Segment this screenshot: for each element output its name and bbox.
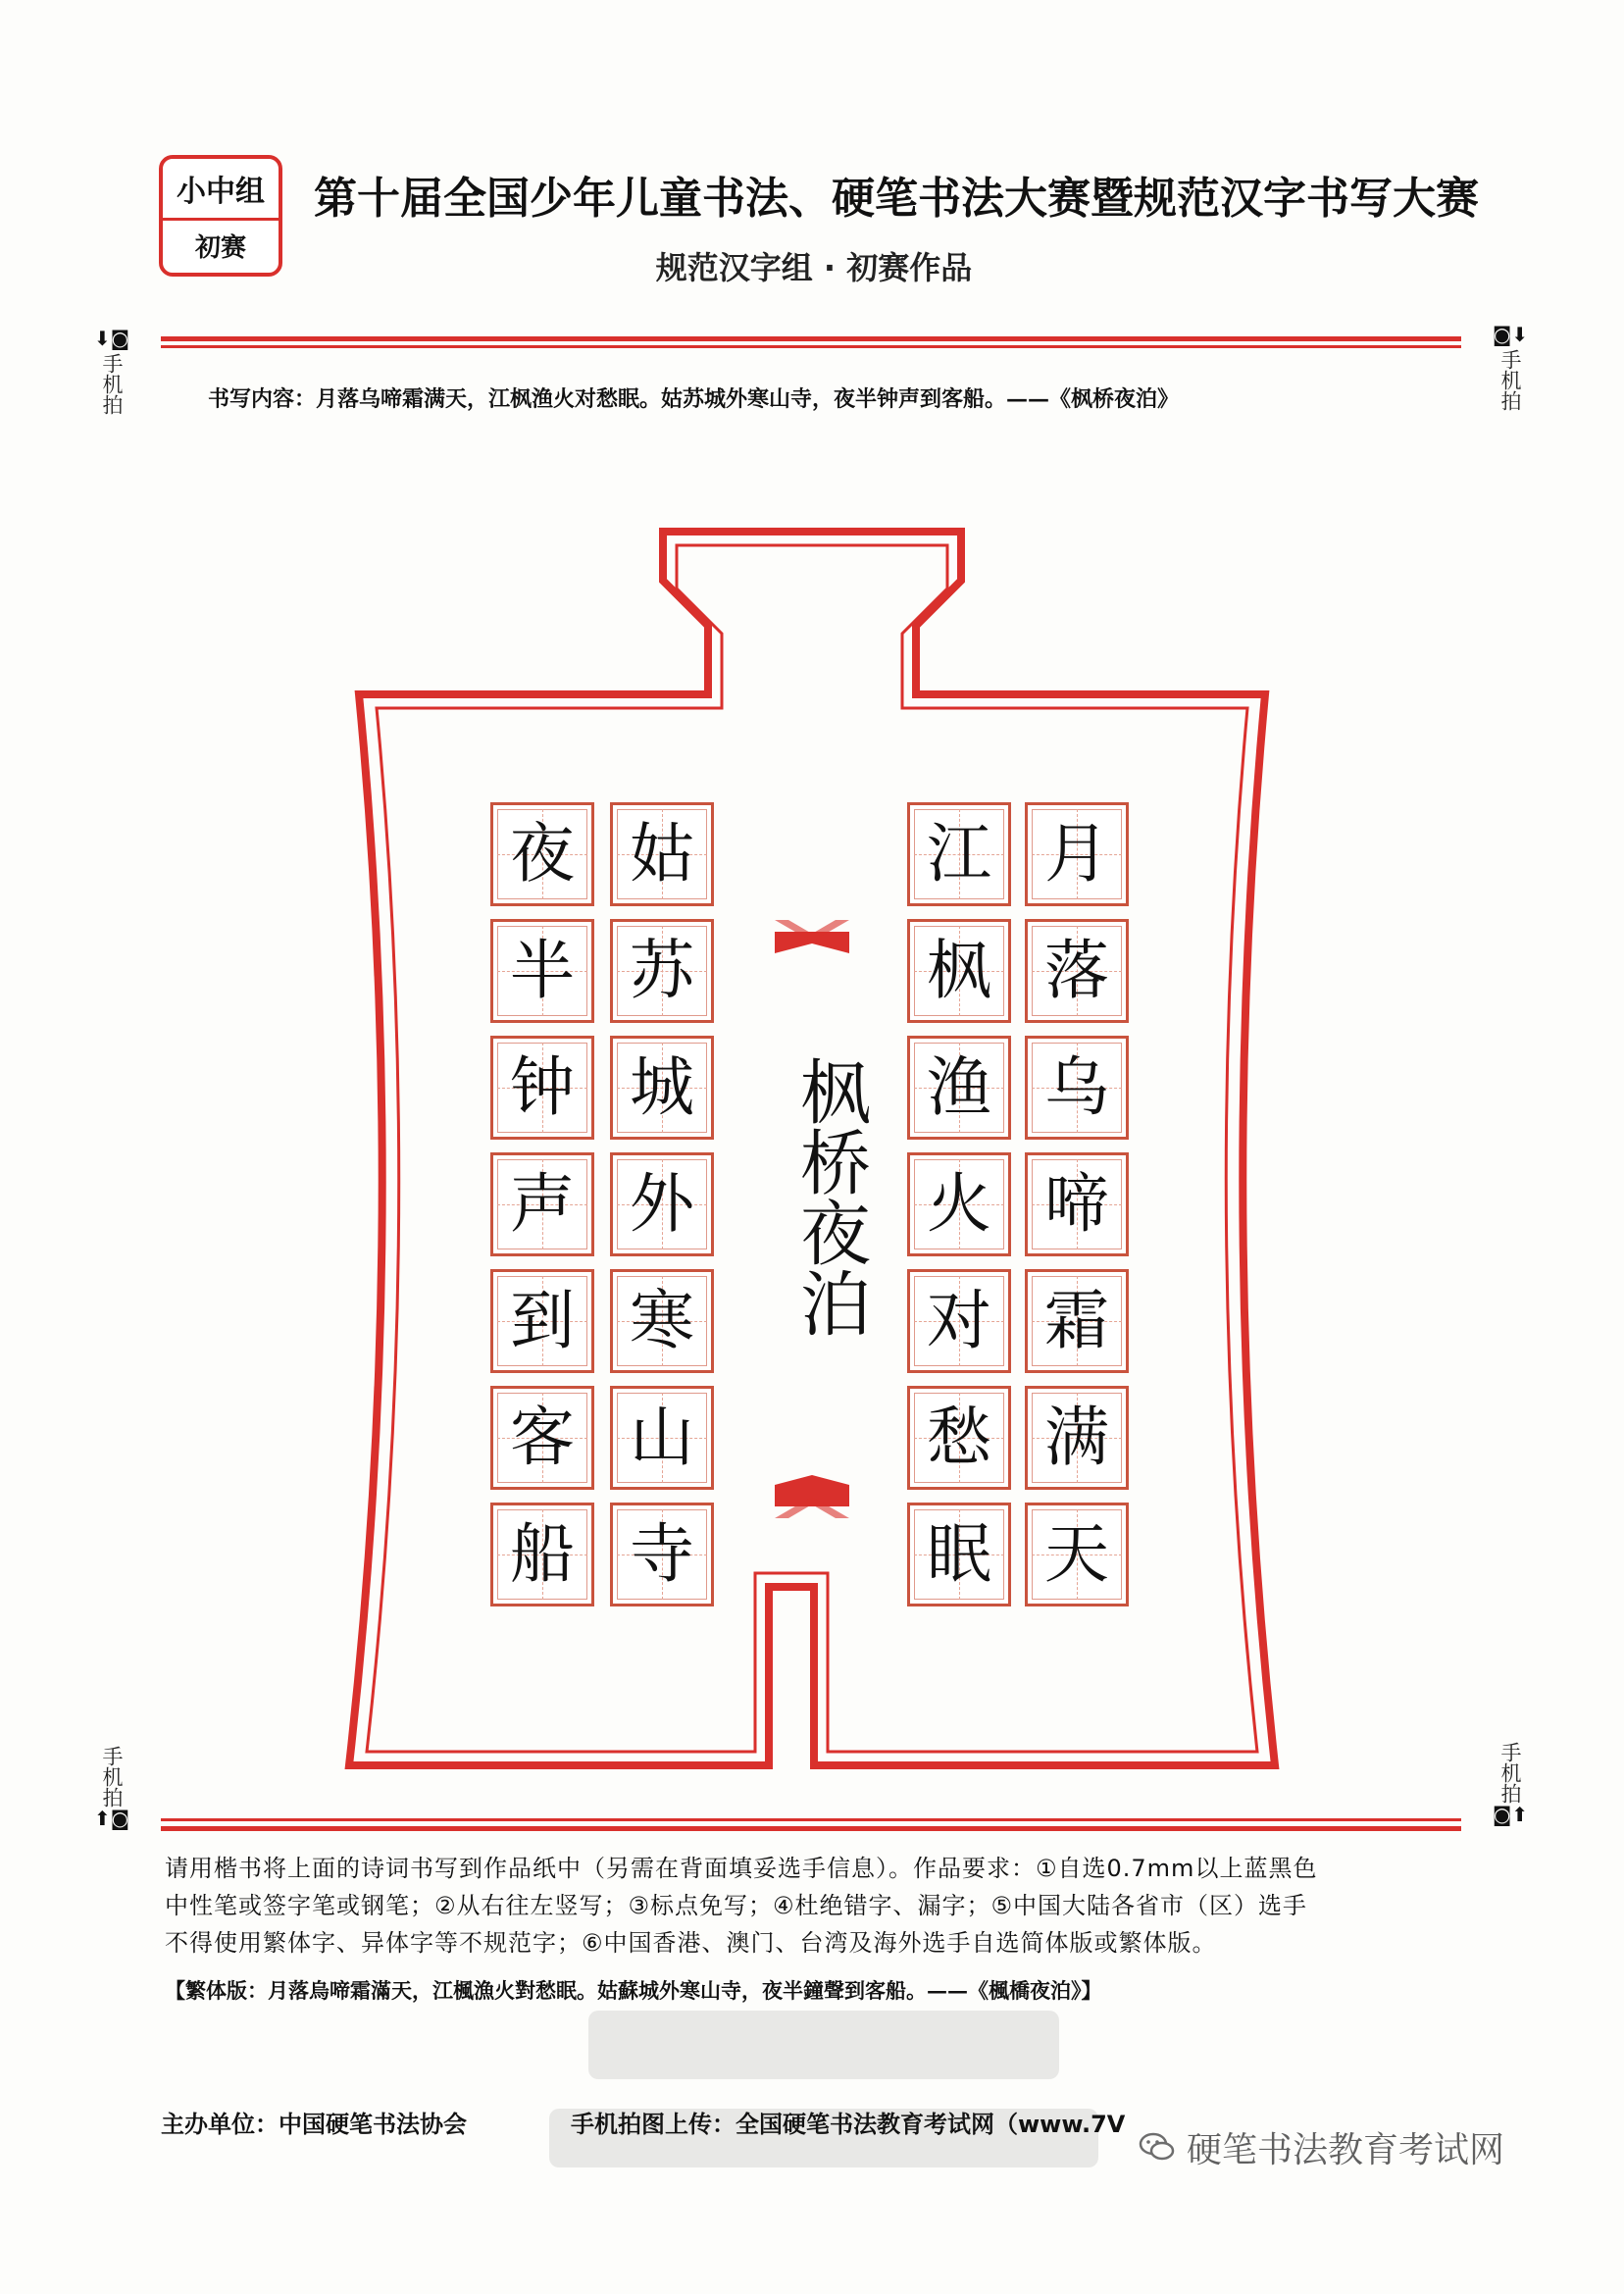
writing-content: 书写内容：月落乌啼霜满天，江枫渔火对愁眠。姑苏城外寒山寺，夜半钟声到客船。——《枫桥夜泊》 [208, 386, 1180, 412]
grid-character: 月 [1044, 816, 1109, 892]
grid-character: 声 [510, 1166, 575, 1242]
grid-character: 啼 [1044, 1166, 1109, 1242]
grid-cell [1025, 919, 1129, 1023]
requirement-line: 中性笔或签字笔或钢笔；②从右往左竖写；③标点免写；④杜绝错字、漏字；⑤中国大陆各省市（区）选手 [165, 1892, 1308, 1919]
grid-cell [907, 1386, 1011, 1490]
grid-cell [610, 1386, 714, 1490]
grid-character: 对 [927, 1283, 991, 1358]
grid-cell [1025, 1269, 1129, 1373]
grid-character: 愁 [927, 1400, 991, 1475]
grid-cell [907, 802, 1011, 906]
grid-cell [1025, 1036, 1129, 1140]
grid-character: 外 [630, 1166, 694, 1242]
camera-icon: ⬆◙ [94, 1807, 130, 1830]
grid-cell [610, 919, 714, 1023]
grid-character: 半 [510, 933, 575, 1008]
grid-character: 枫 [927, 933, 991, 1008]
grid-cell [610, 1036, 714, 1140]
grid-character: 寒 [630, 1283, 694, 1358]
grid-character: 霜 [1044, 1283, 1109, 1358]
grid-character: 乌 [1044, 1049, 1109, 1125]
grid-cell [1025, 1152, 1129, 1256]
grid-cell [1025, 802, 1129, 906]
grid-cell [907, 1269, 1011, 1373]
grid-character: 姑 [630, 816, 694, 892]
grid-character: 渔 [927, 1049, 991, 1125]
grid-cell [490, 1269, 594, 1373]
grid-cell [610, 1503, 714, 1606]
upload-info: 手机拍图上传：全国硬笔书法教育考试网（www.7V [571, 2111, 1126, 2138]
grid-character: 天 [1044, 1516, 1109, 1592]
grid-character: 船 [510, 1516, 575, 1592]
poem-title: 枫桥夜泊 [788, 1055, 871, 1338]
requirement-line: 不得使用繁体字、异体字等不规范字；⑥中国香港、澳门、台湾及海外选手自选简体版或繁体版。 [165, 1929, 1217, 1957]
grid-character: 到 [510, 1283, 575, 1358]
grid-character: 落 [1044, 933, 1109, 1008]
grid-cell [490, 1503, 594, 1606]
grid-character: 山 [630, 1400, 694, 1475]
camera-icon: ⬇◙ [94, 327, 130, 350]
camera-icon: ◙⬇ [1493, 323, 1529, 346]
grid-cell [490, 1152, 594, 1256]
wechat-icon [1138, 2127, 1177, 2167]
phone-photo-text: 手机拍 [100, 1746, 124, 1808]
grid-cell [610, 1269, 714, 1373]
grid-character: 寺 [630, 1516, 694, 1592]
watermark-text: 硬笔书法教育考试网 [1187, 2129, 1505, 2170]
grid-character: 眠 [927, 1516, 991, 1592]
grid-cell [1025, 1503, 1129, 1606]
organizer: 主办单位：中国硬笔书法协会 [161, 2111, 467, 2138]
grid-character: 城 [630, 1049, 694, 1125]
competition-title: 第十届全国少年儿童书法、硬笔书法大赛暨规范汉字书写大赛 [314, 174, 1479, 224]
stage-label: 初赛 [194, 232, 246, 263]
grid-character: 江 [927, 816, 991, 892]
grid-cell [610, 802, 714, 906]
grid-character: 客 [510, 1400, 575, 1475]
grid-character: 钟 [510, 1049, 575, 1125]
group-label: 小中组 [163, 159, 279, 221]
grid-cell [490, 1386, 594, 1490]
grid-character: 火 [927, 1166, 991, 1242]
camera-icon: ◙⬆ [1493, 1803, 1529, 1826]
grid-character: 苏 [630, 933, 694, 1008]
work-requirements [165, 1850, 1479, 1962]
grid-cell [907, 919, 1011, 1023]
grid-cell [1025, 1386, 1129, 1490]
grid-cell [907, 1036, 1011, 1140]
phone-photo-text: 手机拍 [100, 353, 124, 415]
grid-cell [907, 1152, 1011, 1256]
competition-subtitle: 规范汉字组 · 初赛作品 [655, 249, 973, 286]
traditional-version-note: 【繁体版：月落烏啼霜滿天，江楓漁火對愁眠。姑蘇城外寒山寺，夜半鐘聲到客船。——《楓橋夜泊》】 [165, 1978, 1102, 2003]
requirement-line: 请用楷书将上面的诗词书写到作品纸中（另需在背面填妥选手信息）。作品要求：①自选0.7mm以上蓝黑色 [165, 1855, 1318, 1882]
grid-character: 夜 [510, 816, 575, 892]
phone-photo-text: 手机拍 [1498, 1742, 1522, 1804]
grid-cell [490, 802, 594, 906]
grid-cell [907, 1503, 1011, 1606]
wechat-watermark [1138, 2122, 1549, 2171]
grid-character: 满 [1044, 1400, 1109, 1475]
grid-cell [490, 919, 594, 1023]
phone-photo-text: 手机拍 [1498, 349, 1522, 411]
grid-cell [610, 1152, 714, 1256]
grid-cell [490, 1036, 594, 1140]
